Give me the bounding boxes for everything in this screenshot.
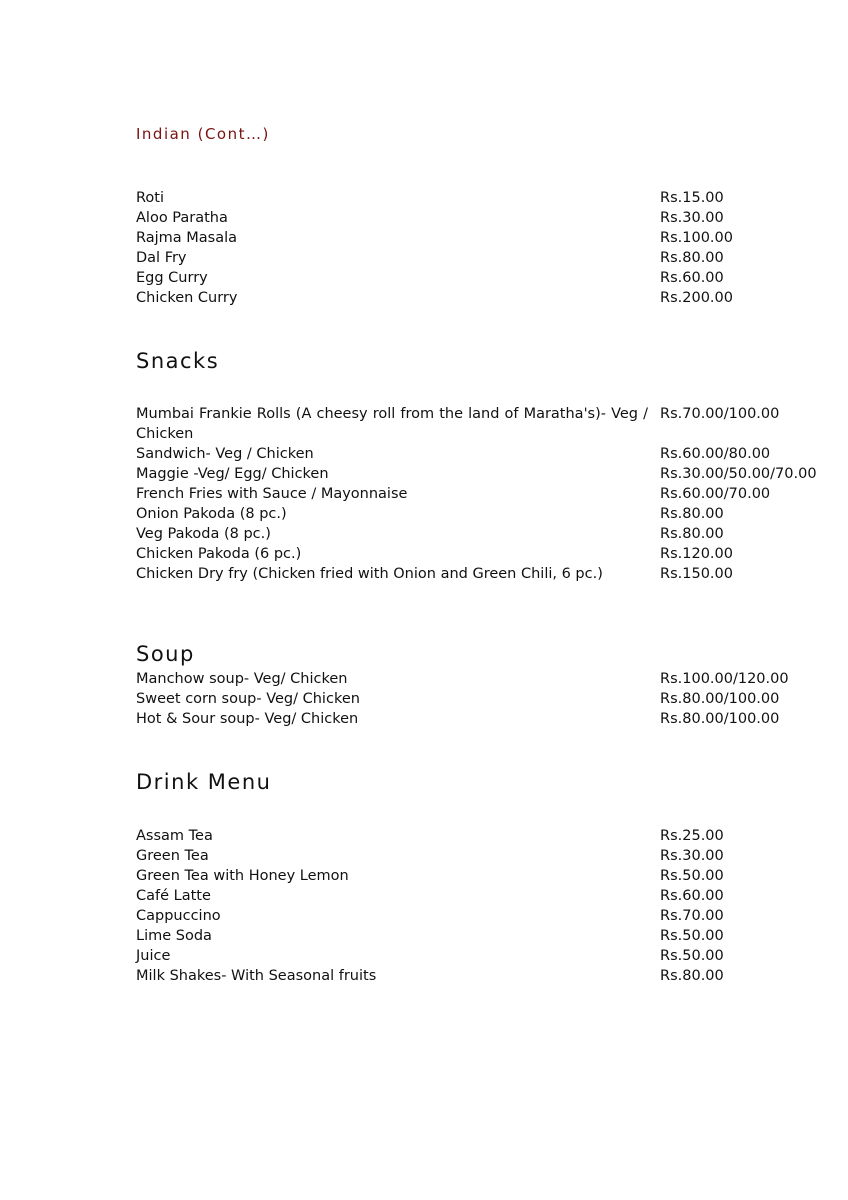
item-price: Rs.60.00 (660, 888, 724, 904)
item-price: Rs.150.00 (660, 566, 733, 582)
item-name: Sandwich- Veg / Chicken (136, 446, 314, 462)
item-name: Milk Shakes- With Seasonal fruits (136, 968, 377, 984)
menu-item (136, 826, 836, 846)
menu-item (136, 689, 836, 709)
item-price: Rs.80.00 (660, 250, 724, 266)
section-title-snacks: Snacks (136, 349, 220, 373)
item-name: Dal Fry (136, 250, 187, 266)
item-price: Rs.80.00/100.00 (660, 711, 780, 727)
item-name: Mumbai Frankie Rolls (A cheesy roll from the land of Maratha's)- Veg / Chicken (136, 406, 648, 442)
menu-item (136, 444, 836, 464)
item-price: Rs.30.00/50.00/70.00 (660, 466, 817, 482)
item-name: French Fries with Sauce / Mayonnaise (136, 486, 408, 502)
item-price: Rs.60.00 (660, 270, 724, 286)
item-name: Juice (136, 948, 171, 964)
item-price: Rs.200.00 (660, 290, 733, 306)
item-name: Chicken Curry (136, 290, 238, 306)
menu-item (136, 966, 836, 986)
section-title-soup: Soup (136, 642, 195, 666)
item-price: Rs.70.00/100.00 (660, 406, 780, 422)
item-name: Sweet corn soup- Veg/ Chicken (136, 691, 360, 707)
item-name: Hot & Sour soup- Veg/ Chicken (136, 711, 359, 727)
item-price: Rs.15.00 (660, 190, 724, 206)
section-title-drink-menu: Drink Menu (136, 770, 272, 794)
item-name: Lime Soda (136, 928, 212, 944)
menu-item (136, 484, 836, 504)
item-price: Rs.50.00 (660, 948, 724, 964)
item-name: Onion Pakoda (8 pc.) (136, 506, 287, 522)
menu-item (136, 946, 836, 966)
section-title-indian-cont: Indian (Cont…) (136, 125, 270, 143)
item-name: Assam Tea (136, 828, 213, 844)
menu-item (136, 524, 836, 544)
item-price: Rs.120.00 (660, 546, 733, 562)
item-name: Chicken Dry fry (Chicken fried with Onion and Green Chili, 6 pc.) (136, 566, 603, 582)
item-price: Rs.50.00 (660, 928, 724, 944)
menu-item (136, 288, 836, 308)
item-name: Cappuccino (136, 908, 221, 924)
menu-item (136, 886, 836, 906)
item-price: Rs.25.00 (660, 828, 724, 844)
item-price: Rs.50.00 (660, 868, 724, 884)
menu-item (136, 208, 836, 228)
menu-item (136, 228, 836, 248)
item-price: Rs.100.00 (660, 230, 733, 246)
menu-item (136, 709, 836, 729)
menu-item (136, 926, 836, 946)
item-price: Rs.80.00 (660, 526, 724, 542)
item-price: Rs.100.00/120.00 (660, 671, 789, 687)
item-price: Rs.80.00/100.00 (660, 691, 780, 707)
item-name: Aloo Paratha (136, 210, 228, 226)
drinks-menu-list (136, 826, 836, 986)
menu-item (136, 248, 836, 268)
item-name: Green Tea (136, 848, 209, 864)
item-name: Café Latte (136, 888, 211, 904)
item-name: Veg Pakoda (8 pc.) (136, 526, 271, 542)
menu-item (136, 268, 836, 288)
item-price: Rs.80.00 (660, 506, 724, 522)
item-name: Chicken Pakoda (6 pc.) (136, 546, 302, 562)
menu-item (136, 846, 836, 866)
item-price: Rs.80.00 (660, 968, 724, 984)
menu-item (136, 504, 836, 524)
item-price: Rs.30.00 (660, 848, 724, 864)
menu-item (136, 669, 836, 689)
snacks-menu-list (136, 404, 836, 584)
item-name: Egg Curry (136, 270, 208, 286)
menu-item (136, 404, 836, 444)
menu-item (136, 866, 836, 886)
menu-item (136, 464, 836, 484)
menu-item (136, 906, 836, 926)
item-price: Rs.70.00 (660, 908, 724, 924)
menu-item (136, 188, 836, 208)
menu-item (136, 564, 836, 584)
item-price: Rs.30.00 (660, 210, 724, 226)
item-name: Green Tea with Honey Lemon (136, 868, 349, 884)
item-name: Roti (136, 190, 165, 206)
item-name: Rajma Masala (136, 230, 238, 246)
soup-menu-list (136, 669, 836, 729)
item-price: Rs.60.00/70.00 (660, 486, 771, 502)
indian-menu-list (136, 188, 836, 308)
menu-item (136, 544, 836, 564)
item-price: Rs.60.00/80.00 (660, 446, 771, 462)
item-name: Manchow soup- Veg/ Chicken (136, 671, 348, 687)
item-name: Maggie -Veg/ Egg/ Chicken (136, 466, 329, 482)
